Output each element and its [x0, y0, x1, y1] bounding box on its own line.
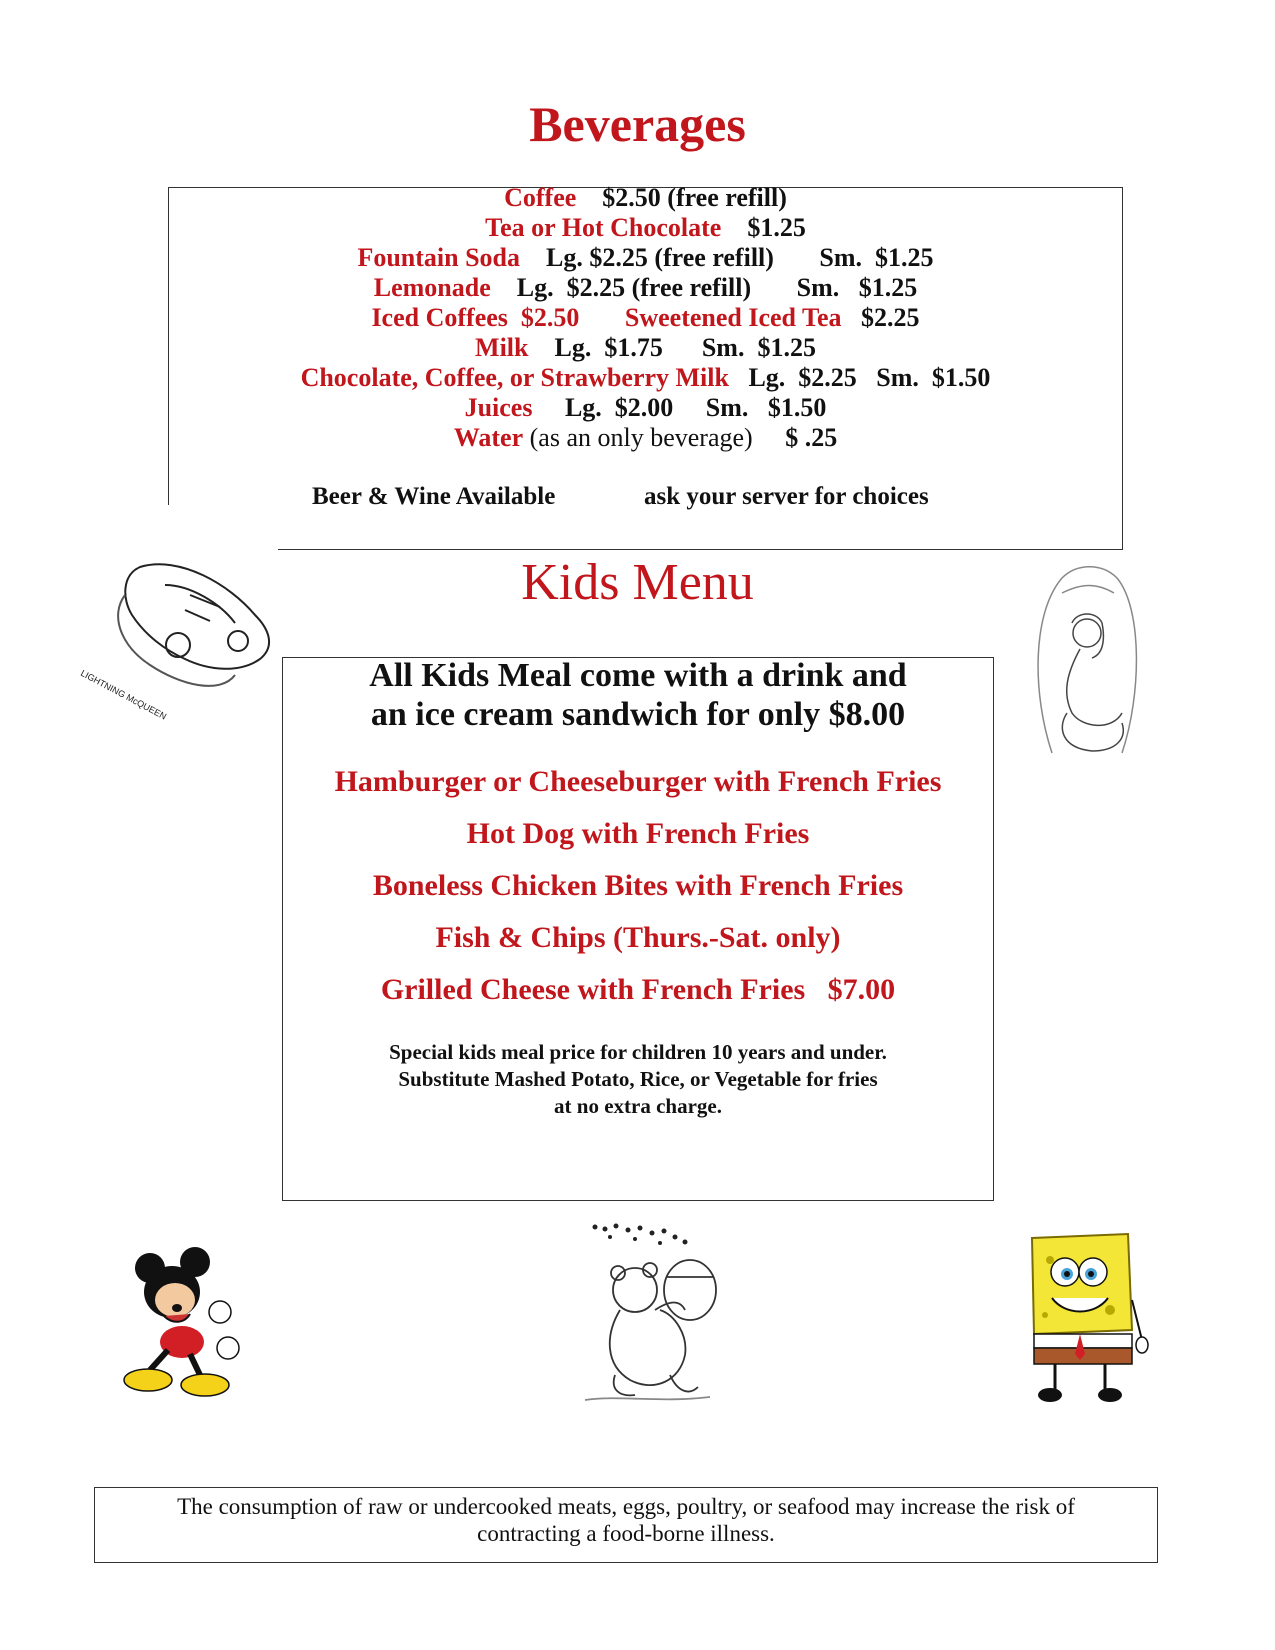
beverages-title: Beverages	[529, 96, 746, 152]
kids-item: Fish & Chips (Thurs.-Sat. only)	[435, 921, 841, 954]
beverage-line-iced: Iced Coffees $2.50 Sweetened Iced Tea $2.25	[371, 303, 920, 332]
beverage-line-tea: Tea or Hot Chocolate $1.25	[485, 213, 806, 242]
beer-wine-note: ask your server for choices	[644, 483, 929, 510]
car-caption: LIGHTNING McQUEEN	[79, 667, 169, 722]
kids-intro-line-1: All Kids Meal come with a drink and	[369, 657, 907, 694]
kids-item: Grilled Cheese with French Fries $7.00	[380, 973, 896, 1006]
beverage-line-soda: Fountain Soda Lg. $2.25 (free refill) Sm. $1.25	[357, 243, 934, 272]
race-car-icon	[70, 555, 280, 745]
sponge-character-icon	[1020, 1230, 1150, 1410]
kids-note-line-2: Substitute Mashed Potato, Rice, or Vegetable for fries	[398, 1067, 878, 1091]
food-safety-notice-line-1: The consumption of raw or undercooked meats, eggs, poultry, or seafood may increase the risk of	[177, 1494, 1075, 1519]
beverage-line-coffee: Coffee $2.50 (free refill)	[504, 183, 787, 212]
beverage-line-lemonade: Lemonade Lg. $2.25 (free refill) Sm. $1.25	[373, 273, 918, 302]
kids-intro-line-2: an ice cream sandwich for only $8.00	[370, 696, 906, 733]
box-border-gap	[150, 505, 278, 555]
food-safety-notice-line-2: contracting a food-borne illness.	[477, 1521, 775, 1546]
kids-item: Hamburger or Cheeseburger with French Fries	[334, 765, 942, 798]
kids-menu-title: Kids Menu	[521, 554, 754, 611]
kids-note-line-3: at no extra charge.	[554, 1094, 722, 1118]
beer-wine-label: Beer & Wine Available	[312, 483, 556, 510]
beverage-line-juices: Juices Lg. $2.00 Sm. $1.50	[464, 393, 827, 422]
kids-item: Boneless Chicken Bites with French Fries	[372, 869, 904, 902]
beverage-line-milk: Milk Lg. $1.75 Sm. $1.25	[475, 333, 816, 362]
honey-bear-icon	[580, 1215, 750, 1410]
kids-item: Hot Dog with French Fries	[466, 817, 810, 850]
beverage-line-water: Water (as an only beverage) $ .25	[453, 423, 838, 452]
beverage-line-flavored-milk: Chocolate, Coffee, or Strawberry Milk Lg. $2.25 Sm. $1.50	[300, 363, 991, 392]
princess-icon	[1022, 563, 1152, 763]
cartoon-mouse-icon	[120, 1250, 250, 1400]
kids-note-line-1: Special kids meal price for children 10 years and under.	[389, 1040, 887, 1064]
